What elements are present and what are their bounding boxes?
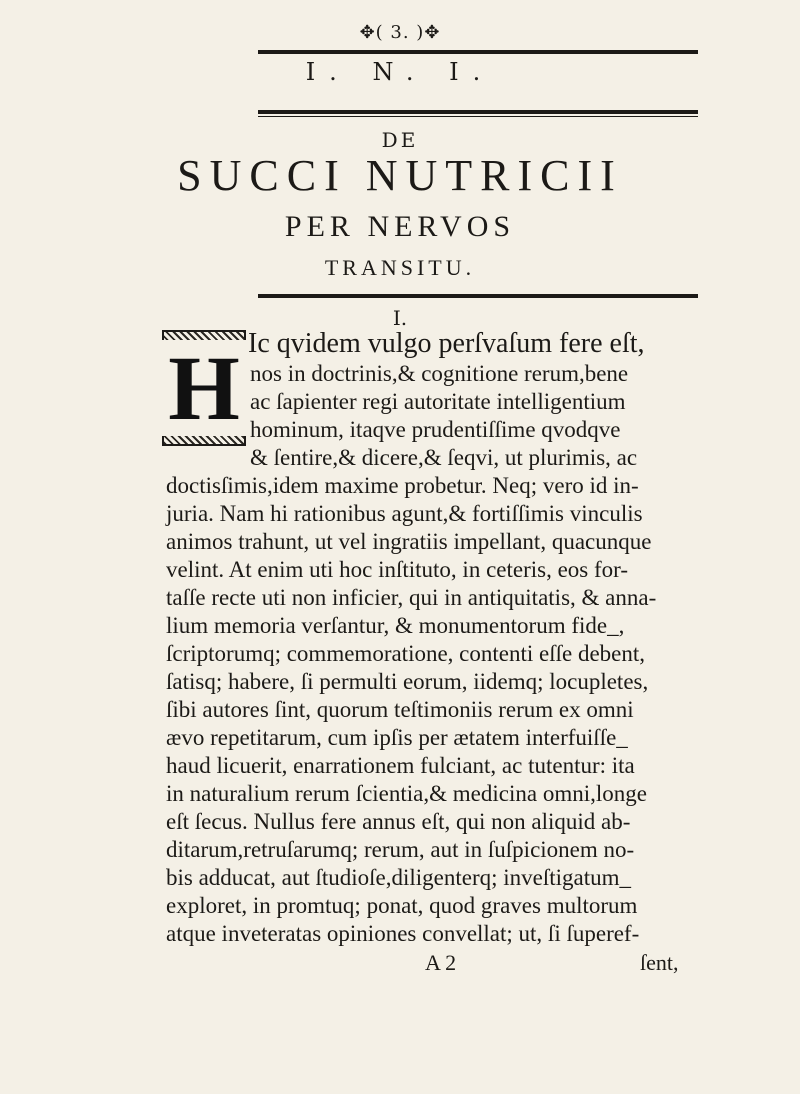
body-line: ævo repetitarum, cum ipſis per ætatem interfuiſſe_ [166, 725, 628, 750]
title-line-2: PER NERVOS [284, 210, 516, 243]
body-line: ſcriptorumq; commemoratione, contenti eſſe debent, [166, 641, 646, 666]
top-rule [258, 50, 698, 54]
body-line: taſſe recte uti non inficier, qui in antiquitatis, & anna- [166, 585, 657, 610]
title-rule-lower [258, 294, 698, 298]
title-line-1: SUCCI NUTRICII [177, 151, 623, 200]
body-line: bis adducat, aut ſtudioſe,diligenterq; inveſtigatum_ [166, 865, 632, 890]
body-line: velint. At enim uti hoc inſtituto, in ceteris, eos for- [166, 557, 629, 582]
body-line: & ſentire,& dicere,& ſeqvi, ut plurimis, ac [250, 445, 638, 470]
body-line: ſibi autores ſint, quorum teſtimoniis rerum ex omni [166, 697, 634, 722]
body-line: animos trahunt, ut vel ingratiis impellant, quacunque [166, 529, 652, 554]
body-line: ac ſapienter regi autoritate intelligentium [250, 389, 626, 414]
section-number: I. [392, 306, 408, 330]
decorated-initial [162, 330, 246, 446]
series-initials: I. N. I. [305, 58, 495, 86]
body-line: nos in doctrinis,& cognitione rerum,bene [250, 361, 629, 386]
page-number-ornament: ✥( 3. )✥ [359, 22, 441, 43]
body-line: in naturalium rerum ſcientia,& medicina omni,longe [166, 781, 647, 806]
initial-letter: H [162, 340, 246, 436]
body-line: haud licuerit, enarrationem fulciant, ac tutentur: ita [166, 753, 635, 778]
body-line: juria. Nam hi rationibus agunt,& fortiſſimis vinculis [166, 501, 643, 526]
body-line: Ic qvidem vulgo perſvaſum fere eſt, [248, 328, 645, 359]
body-line: eſt ſecus. Nullus fere annus eſt, qui non aliquid ab- [166, 809, 631, 834]
body-line: lium memoria verſantur, & monumentorum fide_, [166, 613, 625, 638]
catchword: ſent, [640, 950, 679, 975]
body-line: doctisſimis,idem maxime probetur. Neq; vero id in- [166, 473, 639, 498]
body-line: ditarum,retruſarumq; rerum, aut in ſuſpicionem no- [166, 837, 635, 862]
body-line: exploret, in promtuq; ponat, quod graves multorum [166, 893, 638, 918]
title-rule-upper-thin [258, 116, 698, 117]
body-line: atque inveteratas opiniones convellat; ut, ſi ſuperef- [166, 921, 640, 946]
title-de: DE [381, 128, 419, 152]
body-line: hominum, itaqve prudentiſſime qvodqve [250, 417, 621, 442]
body-line: ſatisq; habere, ſi permulti eorum, iidemq; locupletes, [166, 669, 649, 694]
title-rule-upper [258, 110, 698, 114]
title-line-3: TRANSITU. [324, 255, 476, 280]
signature-mark: A 2 [425, 950, 457, 975]
